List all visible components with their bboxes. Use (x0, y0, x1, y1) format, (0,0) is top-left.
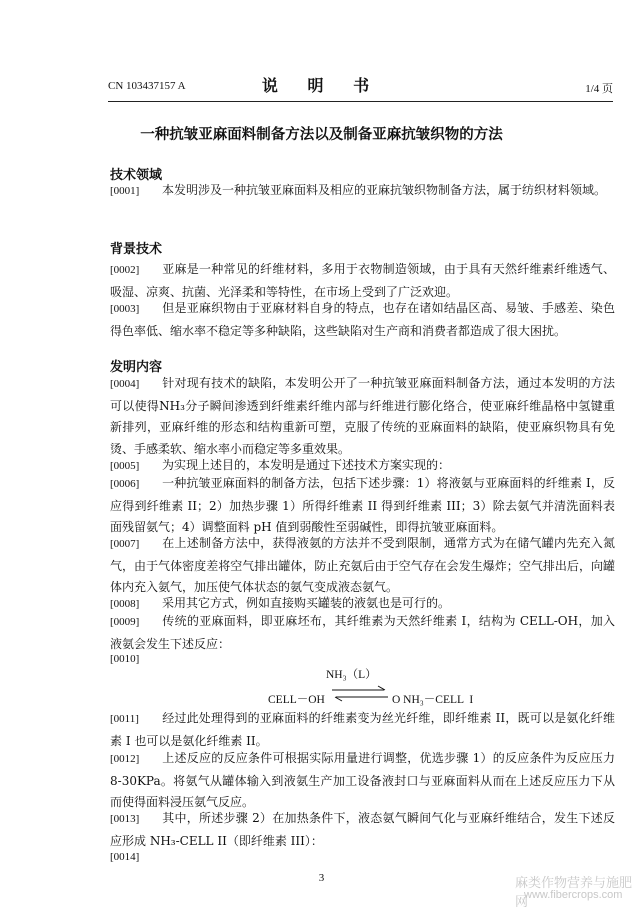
section-heading-summary: 发明内容 (110, 360, 163, 375)
header-rule (108, 101, 613, 102)
patent-number: CN 103437157 A (108, 80, 186, 92)
paragraph-0012 (110, 748, 615, 814)
reaction-condition: NH₃（L） (326, 669, 377, 681)
reactant: CELL－OH (268, 694, 325, 706)
paragraph-text: 本发明涉及一种抗皱亚麻面料及相应的亚麻抗皱织物制备方法，属于纺织材料领域。 (162, 183, 607, 197)
paragraph-number-0014: [0014] (110, 851, 140, 863)
paragraph-text: 经过此处理得到的亚麻面料的纤维素变为丝光纤维，即纤维素 II，既可以是氨化纤维素 I 也可以是氨化纤维素 II。 (110, 711, 615, 748)
paragraph-0001 (110, 180, 615, 203)
paragraph-number: [0009] (110, 616, 140, 628)
document-type: 说 明 书 (261, 76, 382, 95)
document-title: 一种抗皱亚麻面料制备方法以及制备亚麻抗皱织物的方法 (140, 126, 503, 143)
paragraph-text: 传统的亚麻面料，即亚麻坯布，其纤维素为天然纤维素 I，结构为 CELL-OH，加入液氨会发生下述反应： (110, 614, 615, 651)
watermark-url: www.fibercrops.com (524, 889, 623, 901)
paragraph-text: 采用其它方式，例如直接购买罐装的液氨也是可行的。 (162, 596, 451, 610)
paragraph-number: [0003] (110, 303, 140, 315)
paragraph-number: [0001] (110, 185, 140, 197)
paragraph-text: 其中，所述步骤 2）在加热条件下，液态氨气瞬间气化与亚麻纤维结合，发生下述反应形成 NH₃-CELL II（即纤维素 III）： (110, 811, 615, 848)
paragraph-number: [0005] (110, 460, 140, 472)
paragraph-text: 上述反应的反应条件可根据实际用量进行调整，优选步骤 1）的反应条件为反应压力 8-30KPa。将氨气从罐体输入到液氨生产加工设备液封口与亚麻面料从而在上述反应压力下从而使得面料浸压氨气反应。 (110, 751, 615, 809)
paragraph-0007 (110, 533, 615, 599)
section-heading-background: 背景技术 (110, 242, 163, 257)
paragraph-text: 亚麻是一种常见的纤维材料，多用于衣物制造领域，由于具有天然纤维素纤维透气、吸湿、凉爽、抗菌、光泽柔和等特性，在市场上受到了广泛欢迎。 (110, 262, 615, 299)
paragraph-number: [0012] (110, 753, 140, 765)
paragraph-0006 (110, 473, 615, 539)
paragraph-0004 (110, 373, 615, 460)
paragraph-text: 在上述制备方法中，获得液氨的方法并不受到限制，通常方式为在储气罐内先充入氮气，由于气体密度差将空气排出罐体，防止充氨后由于空气存在会发生爆炸；空气排出后，向罐体内充入氨气，加压使气体状态的氨气变成液态氨气。 (110, 536, 615, 594)
paragraph-text: 一种抗皱亚麻面料的制备方法，包括下述步骤：1）将液氨与亚麻面料的纤维素 I，反应得到纤维素 II；2）加热步骤 1）所得纤维素 II 得到纤维素 III；3）除去氨气并清洗面料表面残留氨气；4）调整面料 pH 值到弱酸性至弱碱性，即得抗皱亚麻面料。 (110, 476, 615, 534)
paragraph-0009 (110, 611, 615, 655)
paragraph-text: 为实现上述目的，本发明是通过下述技术方案实现的： (162, 458, 451, 472)
paragraph-0011 (110, 708, 615, 752)
paragraph-0002 (110, 259, 615, 303)
paragraph-text: 但是亚麻织物由于亚麻材料自身的特点，也存在诸如结晶区高、易皱、手感差、染色得色率低、缩水率不稳定等多种缺陷，这些缺陷对生产商和消费者都造成了很大困扰。 (110, 301, 615, 338)
paragraph-number: [0004] (110, 378, 140, 390)
paragraph-0003 (110, 298, 615, 342)
product: O NH₃－CELL I (392, 694, 474, 706)
paragraph-number: [0007] (110, 538, 140, 550)
paragraph-text: 针对现有技术的缺陷，本发明公开了一种抗皱亚麻面料制备方法，通过本发明的方法可以使得NH₃分子瞬间渗透到纤维素纤维内部与纤维进行膨化络合，使亚麻纤维晶格中氢键重新排列，亚麻纤维的形态和结构重新可塑，克服了传统的亚麻面料的缺陷，使亚麻织物具有免烫、手感柔软、缩水率小而稳定等多重效果。 (110, 376, 615, 456)
paragraph-0013 (110, 808, 615, 852)
paragraph-number: [0002] (110, 264, 140, 276)
paragraph-number: [0008] (110, 598, 140, 610)
page-indicator: 1/4 页 (585, 83, 613, 95)
watermark-text: 麻类作物营养与施肥网 (515, 876, 633, 910)
reaction-equation (260, 664, 480, 712)
paragraph-number: [0013] (110, 813, 140, 825)
paragraph-number: [0011] (110, 713, 139, 725)
equilibrium-arrow-icon (330, 684, 390, 704)
section-heading-tech-field: 技术领域 (110, 168, 163, 183)
paragraph-number: [0006] (110, 478, 140, 490)
paragraph-number-0010: [0010] (110, 653, 140, 665)
page-number: 3 (318, 872, 325, 884)
